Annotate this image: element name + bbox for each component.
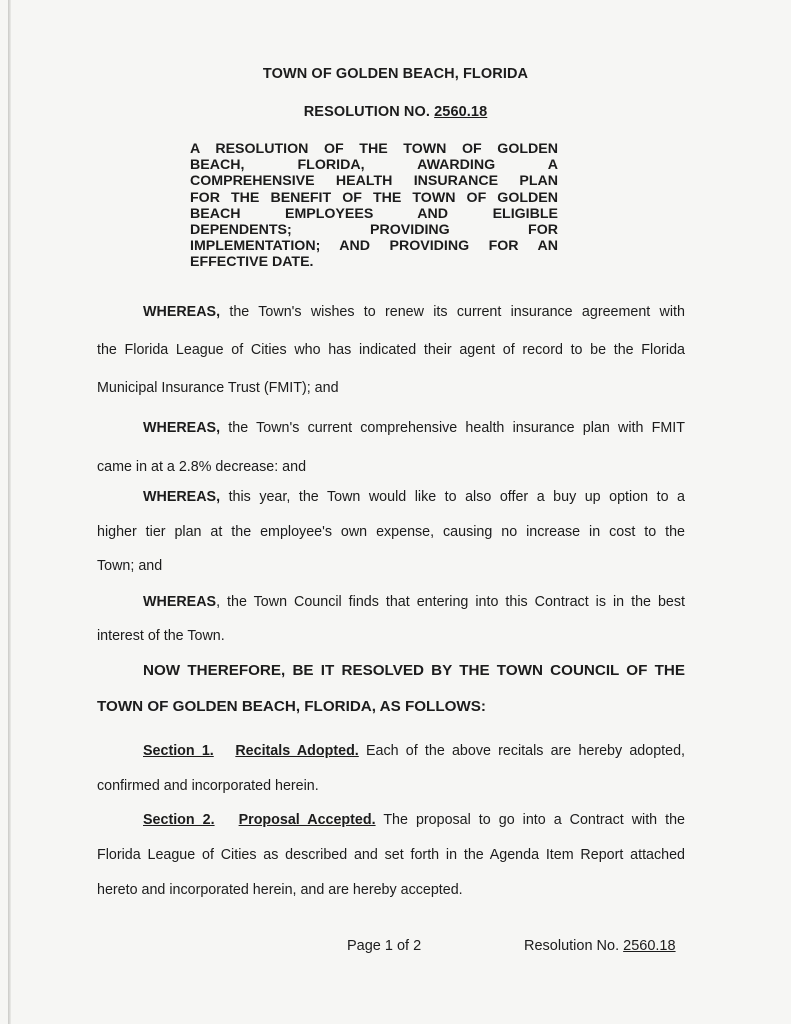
para-line: confirmed and incorporated herein.	[97, 778, 319, 794]
section-label: Section 2.	[143, 812, 215, 828]
whereas-label: WHEREAS,	[143, 304, 221, 320]
whereas-paragraph-cont	[97, 524, 685, 540]
section-label: Section 1.	[143, 743, 214, 759]
section-2-cont	[97, 882, 685, 898]
whereas-label: WHEREAS,	[143, 420, 221, 436]
title-line: FOR THE BENEFIT OF THE TOWN OF GOLDEN	[190, 189, 558, 206]
resolution-heading	[0, 104, 791, 120]
para-first-line	[97, 489, 685, 505]
section-2	[97, 812, 685, 828]
whereas-paragraph	[97, 594, 685, 610]
whereas-label: WHEREAS	[143, 594, 217, 610]
para-text: this year, the Town would like to also offer a buy up option to a	[228, 489, 685, 505]
title-line: DEPENDENTS; PROVIDING FOR	[190, 221, 558, 238]
para-line: Municipal Insurance Trust (FMIT); and	[97, 380, 339, 396]
whereas-paragraph-cont	[97, 558, 685, 574]
para-text: , the Town Council finds that entering into this Contract is in the best	[216, 594, 685, 610]
whereas-paragraph	[97, 489, 685, 505]
whereas-paragraph	[97, 304, 685, 320]
whereas-paragraph-cont	[97, 380, 685, 396]
resolution-number: 2560.18	[434, 104, 488, 120]
para-text: the Town's current comprehensive health insurance plan with FMIT	[228, 420, 685, 436]
page-edge-shadow	[8, 0, 11, 1024]
para-line: higher tier plan at the employee's own expense, causing no increase in cost to the	[97, 524, 685, 540]
para-line: Florida League of Cities as described and set forth in the Agenda Item Report attached	[97, 847, 685, 863]
para-first-line	[97, 304, 685, 320]
whereas-paragraph-cont	[97, 628, 685, 644]
title-line: IMPLEMENTATION; AND PROVIDING FOR AN	[190, 238, 558, 255]
section-heading: Recitals Adopted.	[235, 743, 359, 759]
footer-resolution-number: 2560.18	[623, 938, 676, 954]
para-line: hereto and incorporated herein, and are hereby accepted.	[97, 882, 463, 898]
title-line: A RESOLUTION OF THE TOWN OF GOLDEN	[190, 141, 558, 157]
title-line: EFFECTIVE DATE.	[190, 254, 314, 271]
para-text: The proposal to go into a Contract with the	[383, 812, 685, 828]
section-2-cont	[97, 847, 685, 863]
page-number: Page 1 of 2	[347, 938, 422, 954]
footer-resolution-prefix: Resolution No.	[524, 938, 620, 954]
para-line: the Florida League of Cities who has indicated their agent of record to be the Florida	[97, 342, 685, 358]
whereas-paragraph	[97, 420, 685, 436]
whereas-paragraph-cont	[97, 342, 685, 358]
section-1-cont	[97, 778, 685, 794]
whereas-paragraph-cont	[97, 459, 685, 475]
title-line: BEACH EMPLOYEES AND ELIGIBLE	[190, 205, 558, 222]
para-first-line	[97, 812, 685, 828]
footer-resolution	[524, 938, 676, 954]
now-therefore-line-2: TOWN OF GOLDEN BEACH, FLORIDA, AS FOLLOWS:	[97, 698, 486, 715]
now-therefore-line-1: NOW THEREFORE, BE IT RESOLVED BY THE TOWN COUNCIL OF THE	[143, 662, 685, 679]
resolution-prefix: RESOLUTION NO.	[303, 104, 430, 120]
para-text: Each of the above recitals are hereby adopted,	[366, 743, 685, 759]
resolution-title	[190, 141, 558, 271]
section-heading: Proposal Accepted.	[238, 812, 376, 828]
para-text: the Town's wishes to renew its current insurance agreement with	[229, 304, 685, 320]
para-first-line	[97, 743, 685, 759]
section-1	[97, 743, 685, 759]
town-heading: TOWN OF GOLDEN BEACH, FLORIDA	[262, 66, 529, 82]
para-first-line	[97, 594, 685, 610]
para-first-line	[97, 420, 685, 436]
whereas-label: WHEREAS,	[143, 489, 221, 505]
title-line: COMPREHENSIVE HEALTH INSURANCE PLAN	[190, 173, 558, 190]
para-line: came in at a 2.8% decrease: and	[97, 459, 307, 475]
title-line: BEACH, FLORIDA, AWARDING A	[190, 157, 558, 174]
para-line: interest of the Town.	[97, 628, 225, 644]
para-line: Town; and	[97, 558, 163, 574]
